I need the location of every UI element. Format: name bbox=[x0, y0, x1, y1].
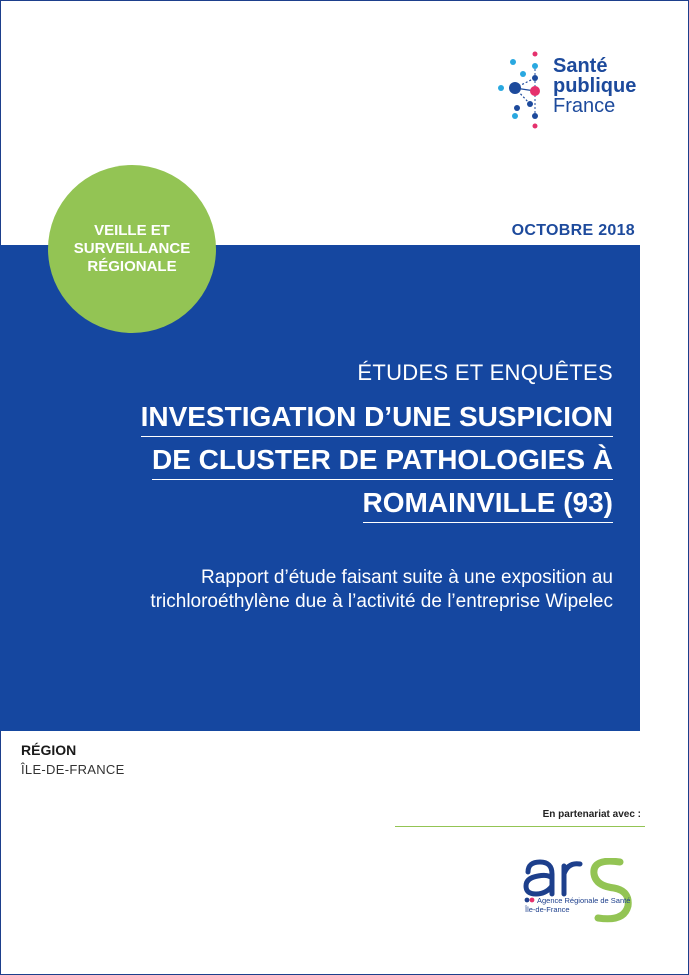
publication-date: OCTOBRE 2018 bbox=[511, 222, 635, 239]
partner-label: En partenariat avec : bbox=[542, 809, 641, 820]
molecule-icon bbox=[495, 46, 555, 136]
badge-line-2: SURVEILLANCE bbox=[73, 240, 191, 257]
badge-line-1: VEILLE ET bbox=[94, 222, 170, 239]
title-line-2-text: DE CLUSTER DE PATHOLOGIES À bbox=[152, 443, 613, 480]
subtitle-line-2: trichloroéthylène due à l’activité de l’entreprise Wipelec bbox=[150, 591, 613, 612]
region-label: RÉGION bbox=[21, 742, 77, 758]
ars-agency-name bbox=[525, 896, 630, 914]
document-subtitle bbox=[93, 566, 613, 614]
region-value: ÎLE-DE-FRANCE bbox=[21, 762, 125, 777]
badge-line-3: RÉGIONALE bbox=[87, 258, 177, 275]
logo-wordmark bbox=[553, 56, 636, 116]
title-line-3 bbox=[93, 486, 613, 523]
subtitle-line-1: Rapport d’étude faisant suite à une exposition au bbox=[201, 567, 613, 588]
sante-publique-france-logo bbox=[495, 46, 655, 136]
ars-logo bbox=[518, 858, 648, 928]
title-line-2 bbox=[93, 443, 613, 480]
category-badge bbox=[48, 165, 216, 333]
logo-line-1: Santé bbox=[553, 55, 608, 77]
logo-line-2: publique bbox=[553, 75, 637, 97]
document-category: ÉTUDES ET ENQUÊTES bbox=[357, 360, 613, 385]
ars-line-1: Agence Régionale de Santé bbox=[537, 896, 631, 905]
logo-line-3: France bbox=[553, 95, 616, 117]
title-line-1 bbox=[93, 400, 613, 437]
title-line-1-text: INVESTIGATION D’UNE SUSPICION bbox=[141, 400, 613, 437]
document-title bbox=[93, 400, 613, 529]
partner-divider bbox=[395, 826, 645, 827]
ars-line-2: Île-de-France bbox=[525, 905, 570, 914]
title-line-3-text: ROMAINVILLE (93) bbox=[363, 486, 613, 523]
